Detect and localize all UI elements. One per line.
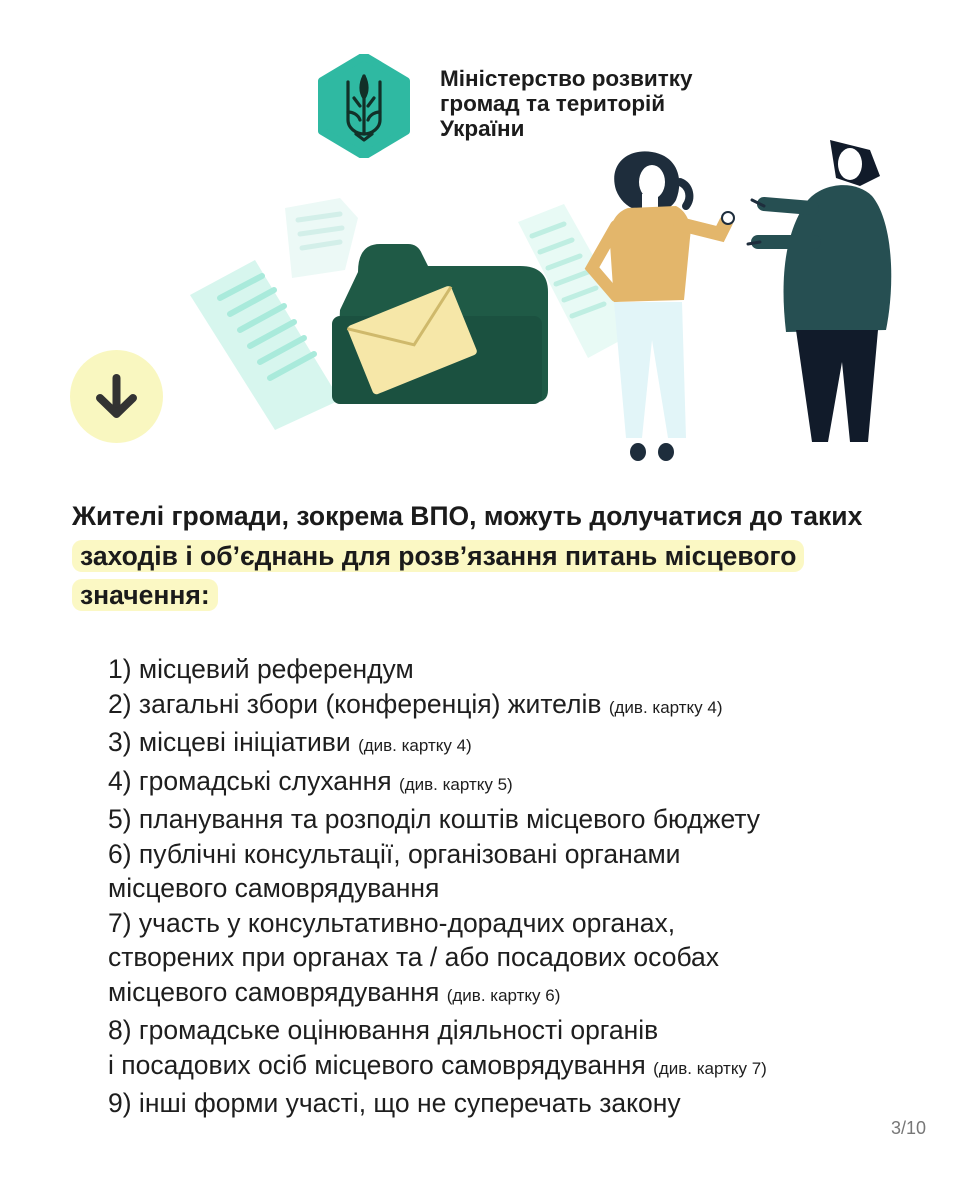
headline	[72, 497, 902, 616]
card-reference: (див. картку 7)	[653, 1058, 767, 1078]
document-left-icon	[190, 260, 340, 430]
arrow-down-icon	[70, 350, 163, 443]
list-item-text: 3) місцеві ініціативи	[108, 727, 351, 757]
ministry-name-line2: громад та територій	[440, 91, 666, 116]
list-item	[108, 837, 767, 906]
list-item	[108, 652, 767, 687]
man-figure	[748, 140, 891, 442]
card-reference: (див. картку 4)	[608, 697, 723, 717]
list-item	[108, 764, 767, 803]
ministry-name-line1: Міністерство розвитку	[440, 66, 693, 91]
list-item-text: 6) публічні консультації, організовані органами місцевого самоврядування	[108, 838, 681, 903]
page-indicator: 3/10	[890, 1118, 926, 1138]
participation-forms-list	[108, 652, 767, 1121]
headline-highlight: заходів і об’єднань для розв’язання питань місцевого значення:	[72, 540, 804, 612]
list-item	[108, 906, 767, 1014]
document-back-icon	[285, 198, 358, 278]
card-reference: (див. картку 5)	[399, 774, 513, 794]
card-reference: (див. картку 6)	[446, 985, 561, 1005]
hero-illustration	[180, 120, 900, 470]
list-item-text: 8) громадське оцінювання діяльності органів і посадових осіб місцевого самоврядування	[108, 1015, 659, 1080]
list-item	[108, 1013, 767, 1086]
list-item	[108, 802, 767, 837]
list-item-text: 7) участь у консультативно-дорадчих органах, створених при органах та / або посадових особах місцевого самоврядування	[108, 907, 720, 1007]
card-reference: (див. картку 4)	[358, 736, 472, 755]
list-item-text: 9) інші форми участі, що не суперечать закону	[108, 1088, 681, 1118]
scroll-down-button[interactable]	[70, 350, 163, 443]
list-item-text: 2) загальні збори (конференція) жителів	[108, 688, 602, 719]
ministry-name-line3: України	[440, 116, 525, 141]
list-item	[108, 1086, 767, 1121]
list-item	[108, 725, 767, 764]
list-item-text: 5) планування та розподіл коштів місцевого бюджету	[108, 804, 761, 834]
list-item-text: 1) місцевий референдум	[108, 654, 414, 684]
headline-text: Жителі громади, зокрема ВПО, можуть долучатися до таких	[72, 501, 863, 531]
list-item	[108, 687, 767, 726]
list-item-text: 4) громадські слухання	[108, 765, 392, 796]
